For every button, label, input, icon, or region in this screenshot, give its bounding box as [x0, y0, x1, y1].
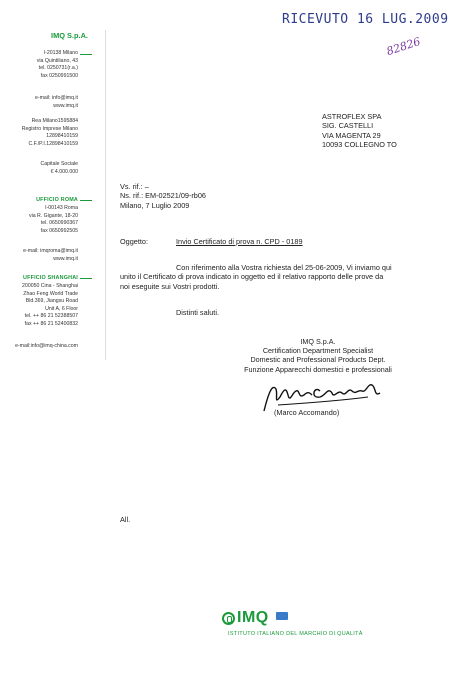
recipient-line: 10093 COLLEGNO TO [322, 139, 397, 149]
shanghai-contact-block [15, 343, 78, 351]
address-block [37, 50, 78, 80]
references [120, 182, 206, 210]
shanghai-line: Zhao Feng World Trade [23, 290, 78, 297]
rome-line: via R. Gigante, 18-20 [28, 212, 78, 219]
legal-line: Rea Milano1595884 [31, 118, 78, 124]
certification-badge-icon [276, 612, 288, 620]
rome-email: e-mail: imqroma@imq.it [23, 248, 78, 254]
green-tick [80, 278, 92, 279]
email-text: e-mail: info@imq.it [34, 95, 78, 101]
shanghai-email: e-mail:info@imq-china.com [15, 343, 78, 349]
rome-line: fax 0650992505 [40, 227, 78, 234]
website-text: www.imq.it [53, 102, 78, 109]
footer-brand: IMQ [237, 609, 269, 626]
green-tick [80, 54, 92, 55]
letter-date: Milano, 7 Luglio 2009 [120, 200, 190, 210]
shanghai-address-block [22, 283, 78, 329]
rome-address-block [29, 205, 78, 235]
recipient-address [322, 112, 397, 149]
capital-line: Capitale Sociale [40, 161, 78, 167]
body-line: noi eseguite sui Vostri prodotti. [120, 281, 220, 291]
rome-office-heading: UFFICIO ROMA [36, 197, 78, 203]
closing: Distinti saluti. [176, 308, 219, 317]
recipient-line: VIA MAGENTA 29 [322, 130, 381, 140]
footer-tagline: ISTITUTO ITALIANO DEL MARCHIO DI QUALITÀ [228, 631, 363, 637]
address-line: I-20138 Milano [43, 50, 78, 56]
your-reference: Vs. rif.: – [120, 182, 149, 191]
signature-line: IMQ S.p.A. [300, 337, 336, 346]
subject-label: Oggetto: [120, 237, 148, 246]
shanghai-line: Unit A, 6 Floor [45, 305, 78, 312]
shanghai-line: fax ++ 86 21 52400832 [24, 320, 78, 327]
legal-line: C.F./P.I.12898410159 [28, 140, 78, 147]
signature-line: Domestic and Professional Products Dept. [250, 355, 386, 365]
contact-block [35, 95, 78, 110]
rome-line: I-00143 Roma [45, 205, 78, 211]
legal-block [22, 118, 78, 148]
address-line: via Quintiliano, 43 [36, 57, 78, 64]
body-line: unito il Certificato di prova indicato in oggetto ed il relativo rapporto delle prove da [120, 272, 384, 282]
legal-line: Registro Imprese Milano [21, 125, 78, 132]
sidebar-divider [105, 30, 106, 360]
shanghai-office-heading: UFFICIO SHANGHAI [22, 275, 78, 281]
attachments-label: All. [120, 515, 131, 524]
received-stamp: RICEVUTO 16 LUG.2009 [282, 12, 449, 27]
body-line: Con riferimento alla Vostra richiesta del 25-06-2009, Vi inviamo qui [176, 263, 392, 272]
shanghai-line: tel. ++ 86 21 52388507 [24, 313, 78, 320]
rome-contact-block [23, 248, 78, 263]
signature-line: Funzione Apparecchi domestici e professionali [244, 364, 392, 374]
handwritten-number: 82826 [384, 34, 423, 59]
address-line: tel. 0250731(r.a.) [38, 65, 78, 72]
signatory-name: (Marco Accomando) [274, 408, 340, 417]
shanghai-line: Bld.369, Jiangsu Road [25, 298, 78, 305]
signature-block [218, 337, 418, 374]
recipient-line: SIG. CASTELLI [322, 121, 374, 131]
shanghai-line: 200050 Cina - Shanghai [22, 283, 78, 289]
capital-line: € 4.000.000 [50, 168, 78, 175]
signature-line: Certification Department Specialist [262, 346, 374, 356]
subject-text: Invio Certificato di prova n. CPD - 0189 [176, 237, 303, 246]
capital-block [41, 161, 79, 176]
imq-logo-icon [222, 612, 235, 625]
green-tick [80, 200, 92, 201]
rome-website: www.imq.it [53, 255, 78, 262]
company-name: IMQ S.p.A. [51, 31, 88, 40]
recipient-line: ASTROFLEX SPA [322, 112, 382, 121]
our-reference: Ns. rif.: EM-02521/09-rb06 [120, 191, 206, 201]
rome-line: tel. 0650990367 [40, 220, 78, 227]
legal-line: 12898410159 [46, 133, 78, 140]
letter-body [120, 263, 420, 291]
address-line: fax 0250991500 [40, 72, 78, 79]
letterhead-sidebar [0, 0, 100, 674]
